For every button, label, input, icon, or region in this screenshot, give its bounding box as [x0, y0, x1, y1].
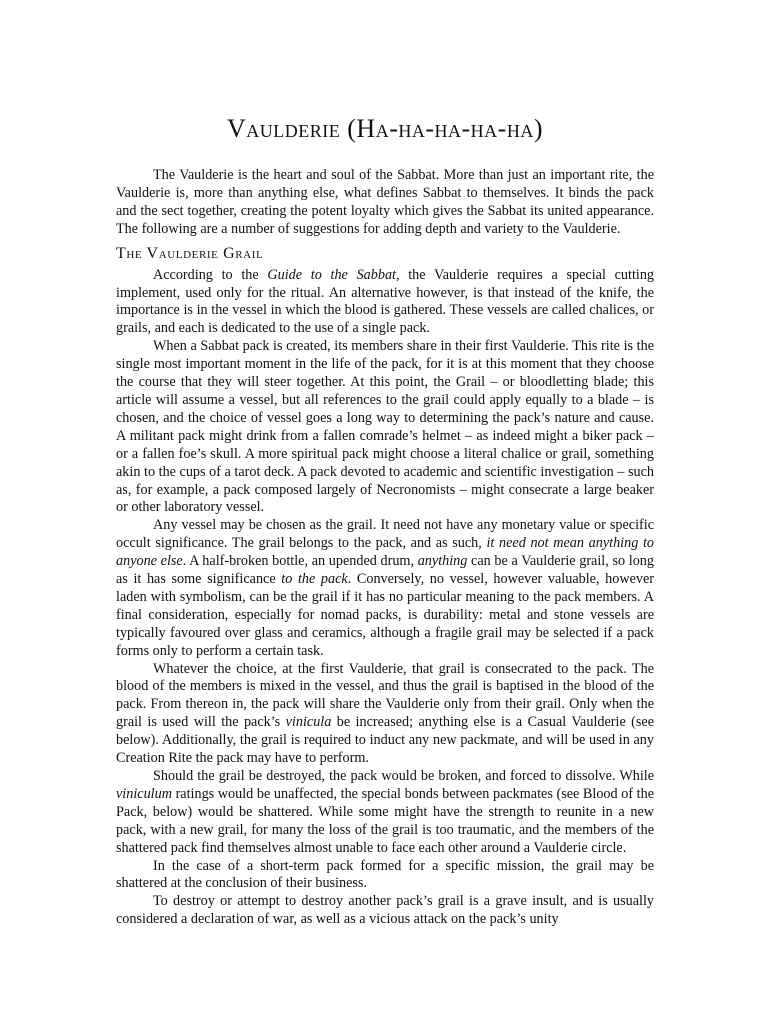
intro-paragraph: The Vaulderie is the heart and soul of the Sabbat. More than just an important rite, the Vaulderie is, more than anything else, what defines Sabbat to themselves. It binds the pack and the sect together, creating the potent loyalty which gives the Sabbat its united appearance. The following are a number of suggestions for adding depth and variety to the Vaulderie.	[116, 167, 654, 237]
document-page	[116, 113, 654, 929]
paragraph-2: When a Sabbat pack is created, its members share in their first Vaulderie. This rite is the single most important moment in the life of the pack, for it is at this moment that they choose the course that they will steer together. At this point, the Grail – or bloodletting blade; this article will assume a vessel, but all references to the grail could apply equally to a blade – is chosen, and the choice of vessel goes a long way to determining the pack’s nature and cause. A militant pack might drink from a fallen comrade’s helmet – as indeed might a biker pack – or a fallen foe’s skull. A more spiritual pack might choose a literal chalice or grail, something akin to the cups of a tarot deck. A pack devoted to academic and scientific investigation – such as, for example, a pack composed largely of Necronomists – might consecrate a large beaker or other laboratory vessel.	[116, 338, 654, 516]
paragraph-1	[116, 267, 654, 339]
text-run: Should the grail be destroyed, the pack would be broken, and forced to dissolve. While	[153, 768, 654, 784]
paragraph-7: To destroy or attempt to destroy another pack’s grail is a grave insult, and is usually considered a declaration of war, as well as a vicious attack on the pack’s unity	[116, 893, 654, 928]
paragraph-5	[116, 768, 654, 858]
page-title: Vaulderie (Ha-ha-ha-ha-ha)	[227, 114, 543, 143]
text-run: . A half-broken bottle, an upended drum,	[182, 553, 418, 570]
text-run: , the Vaulderie requires a special cutting implement, used only for the ritual. An alternative however, is that instead of the knife, the importance is in the vessel in which the blood is gathered. These vessels are called chalices, or grails, and each is dedicated to the use of a single pack.	[116, 266, 655, 337]
text-run: can be a Vaulderie grail, so long as it has some significance	[116, 553, 654, 588]
text-run: According to the	[153, 266, 268, 283]
text-run: Whatever the choice, at the first Vaulderie, that grail is consecrated to the pack. The blood of the members is mixed in the vessel, and thus the grail is baptised in the blood of the pack. From thereon in, the pack will share the Vaulderie only from their grail. Only when the grail is used will the pack’s	[116, 660, 654, 731]
text-run: ratings would be unaffected, the special bonds between packmates (see Blood of the Pack, below) would be shattered. While some might have the strength to reunite in a new pack, with a new grail, for many the loss of the grail is too traumatic, and the members of the shattered pack find themselves almost unable to face each other around a Vaulderie circle.	[116, 785, 654, 856]
italic-text: it need not mean anything to anyone else	[116, 535, 654, 570]
italic-text: vinicula	[285, 714, 332, 731]
text-run: be increased; anything else is a Casual Vaulderie (see below). Additionally, the grail is required to induct any new packmate, and will be used in any Creation Rite the pack may have to perform.	[116, 714, 654, 767]
paragraph-6: In the case of a short-term pack formed for a specific mission, the grail may be shattered at the conclusion of their business.	[116, 857, 654, 892]
italic-text: anything	[417, 553, 468, 570]
text-run: . Conversely, no vessel, however valuable, however laden with symbolism, can be the grail if it has no particular meaning to the pack members. A final consideration, especially for nomad packs, is durability: metal and stone vessels are typically favoured over glass and ceramics, although a fragile grail may be selected if a pack forms only to perform a certain task.	[116, 571, 654, 659]
text-run: Any vessel may be chosen as the grail. It need not have any monetary value or specific occult significance. The grail belongs to the pack, and as such,	[116, 517, 654, 552]
section-heading: The Vaulderie Grail	[116, 244, 264, 262]
italic-text: viniculum	[116, 785, 172, 802]
paragraph-4	[116, 661, 654, 768]
italic-text: Guide to the Sabbat	[267, 266, 396, 283]
paragraph-3	[116, 517, 654, 660]
italic-text: to the pack	[281, 571, 348, 588]
